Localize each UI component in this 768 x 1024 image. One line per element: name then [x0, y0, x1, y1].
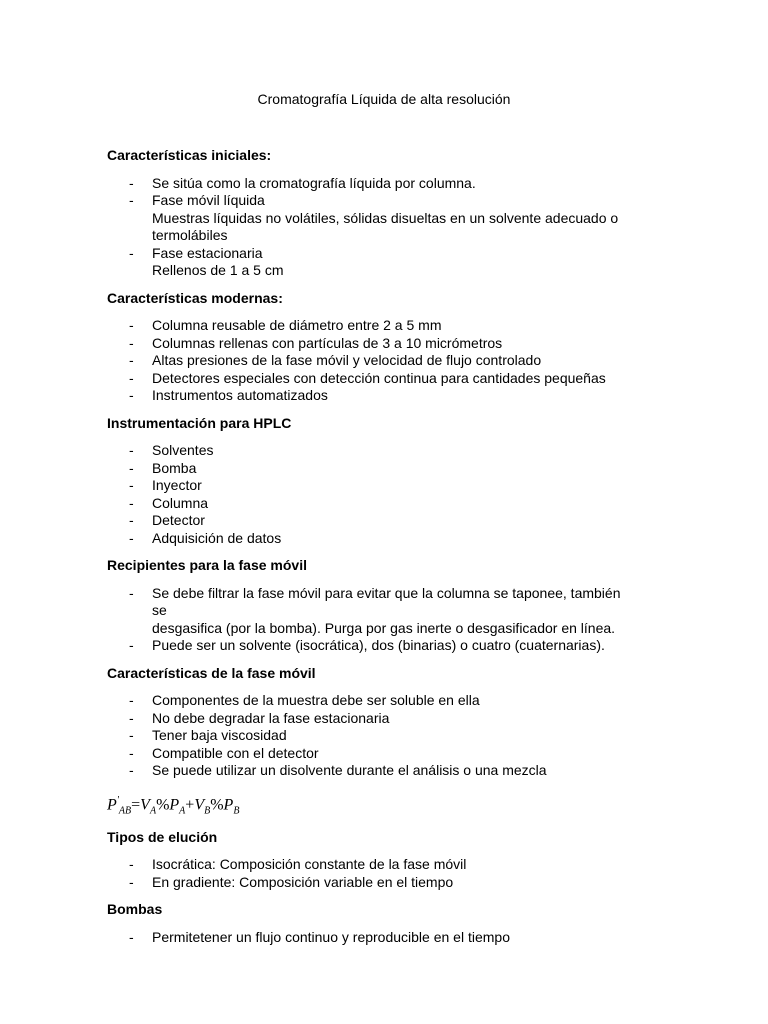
formula-plus: + — [185, 795, 195, 813]
formula-term1-psub: A — [179, 805, 186, 817]
item-text: Adquisición de datos — [152, 529, 282, 546]
bullet-dash: - — [129, 727, 134, 743]
bullet-list — [107, 929, 627, 947]
item-text: No debe degradar la fase estacionaria — [152, 709, 390, 726]
list-item — [107, 585, 627, 638]
list-item — [107, 929, 627, 947]
item-text: Inyector — [152, 477, 202, 493]
list-item — [107, 692, 627, 710]
list-item — [107, 175, 627, 193]
section-caracteristicas-modernas — [107, 290, 627, 405]
formula-term2-sub: B — [204, 805, 211, 817]
formula-term1-var: V — [140, 795, 150, 813]
bullet-dash: - — [129, 244, 134, 261]
bullet-list — [107, 692, 627, 780]
item-text: Columnas rellenas con partículas de 3 a 10 micrómetros — [152, 334, 503, 351]
section-heading: Características modernas: — [107, 289, 283, 306]
bullet-dash: - — [129, 369, 134, 386]
list-item — [107, 637, 627, 655]
section-instrumentacion — [107, 415, 627, 548]
bullet-dash: - — [129, 762, 134, 778]
item-text: Instrumentos automatizados — [152, 387, 328, 403]
item-text: Compatible con el detector — [152, 744, 319, 761]
bullet-dash: - — [129, 174, 134, 191]
bullet-list — [107, 856, 627, 891]
bullet-dash: - — [129, 334, 134, 351]
bullet-list — [107, 585, 627, 655]
section-heading: Tipos de elución — [107, 828, 218, 845]
item-text: Tener baja viscosidad — [152, 727, 287, 743]
item-text: Isocrática: Composición constante de la fase móvil — [152, 856, 467, 872]
formula-equals: = — [131, 795, 141, 813]
bullet-dash: - — [129, 928, 134, 945]
item-text: Detectores especiales con detección continua para cantidades pequeñas — [152, 369, 606, 386]
item-text: Se puede utilizar un disolvente durante el análisis o una mezcla — [152, 762, 547, 778]
item-text: Solventes — [152, 442, 214, 458]
formula-term2-percent: % — [210, 795, 224, 813]
list-item — [107, 460, 627, 478]
formula-term1-percent: % — [156, 795, 170, 813]
formula-lhs-sub: AB — [118, 805, 132, 817]
item-text: Columna reusable de diámetro entre 2 a 5 mm — [152, 317, 442, 333]
bullet-dash: - — [129, 856, 134, 872]
bullet-list — [107, 442, 627, 547]
item-text: Fase móvil líquida — [152, 192, 265, 208]
item-text: Fase estacionaria — [152, 244, 263, 261]
formula-term2-var: V — [194, 795, 205, 813]
formula-term1-sub: A — [149, 805, 157, 817]
bullet-dash: - — [129, 584, 134, 601]
section-caracteristicas-iniciales — [107, 147, 627, 280]
bullet-dash: - — [129, 494, 134, 511]
bullet-dash: - — [129, 477, 134, 493]
section-tipos-elucion — [107, 829, 627, 892]
item-text: Se debe filtrar la fase móvil para evitar que la columna se taponee, también se — [152, 584, 621, 618]
section-caracteristicas-fase-movil — [107, 665, 627, 780]
bullet-dash: - — [129, 352, 134, 368]
item-text: Permitetener un flujo continuo y reproducible en el tiempo — [152, 928, 510, 945]
list-item — [107, 727, 627, 745]
list-item — [107, 442, 627, 460]
item-text: Bomba — [152, 459, 197, 476]
bullet-dash: - — [129, 317, 134, 333]
list-item — [107, 335, 627, 353]
list-item — [107, 317, 627, 335]
document-title: Cromatografía Líquida de alta resolución — [257, 91, 511, 107]
list-item — [107, 370, 627, 388]
list-item — [107, 530, 627, 548]
bullet-dash: - — [129, 442, 134, 458]
item-text: En gradiente: Composición variable en el tiempo — [152, 873, 454, 890]
item-text: Altas presiones de la fase móvil y velocidad de flujo controlado — [152, 352, 542, 368]
document-body — [107, 147, 627, 956]
list-item — [107, 874, 627, 892]
item-text: Se sitúa como la cromatografía líquida por columna. — [152, 174, 476, 191]
item-text: Puede ser un solvente (isocrática), dos (binarias) o cuatro (cuaternarias). — [152, 637, 605, 653]
list-item — [107, 495, 627, 513]
list-item — [107, 245, 627, 280]
list-item — [107, 387, 627, 405]
bullet-dash: - — [129, 744, 134, 761]
list-item — [107, 856, 627, 874]
bullet-dash: - — [129, 873, 134, 890]
bullet-dash: - — [129, 512, 134, 528]
formula-lhs: P — [107, 795, 117, 813]
item-subtext: Rellenos de 1 a 5 cm — [152, 262, 284, 278]
formula-term2-psub: B — [233, 805, 240, 817]
list-item — [107, 710, 627, 728]
section-bombas — [107, 901, 627, 946]
list-item — [107, 477, 627, 495]
item-text: Componentes de la muestra debe ser soluble en ella — [152, 692, 480, 708]
list-item — [107, 192, 627, 245]
bullet-dash: - — [129, 459, 134, 476]
formula-lhs-prime: ' — [116, 794, 119, 806]
bullet-dash: - — [129, 192, 134, 208]
bullet-dash: - — [129, 637, 134, 653]
item-subtext: termolábiles — [152, 227, 228, 243]
item-subtext: Muestras líquidas no volátiles, sólidas disueltas en un solvente adecuado o — [152, 209, 619, 226]
list-item — [107, 352, 627, 370]
bullet-dash: - — [129, 692, 134, 708]
section-heading: Características iniciales: — [107, 147, 272, 163]
mixture-formula — [107, 792, 627, 817]
section-heading: Instrumentación para HPLC — [107, 414, 292, 431]
list-item — [107, 745, 627, 763]
list-item — [107, 512, 627, 530]
list-item — [107, 762, 627, 780]
bullet-list — [107, 175, 627, 280]
bullet-dash: - — [129, 529, 134, 546]
bullet-dash: - — [129, 709, 134, 726]
formula-term2-p: P — [223, 795, 234, 813]
formula-term1-p: P — [169, 795, 180, 813]
bullet-list — [107, 317, 627, 405]
item-text-continued: desgasifica (por la bomba). Purga por gas inerte o desgasificador en línea. — [152, 619, 616, 636]
section-heading: Bombas — [107, 901, 163, 917]
bullet-dash: - — [129, 387, 134, 403]
section-recipientes — [107, 557, 627, 655]
item-text: Columna — [152, 494, 209, 511]
item-text: Detector — [152, 512, 205, 528]
section-heading: Características de la fase móvil — [107, 664, 316, 681]
section-heading: Recipientes para la fase móvil — [107, 557, 307, 573]
